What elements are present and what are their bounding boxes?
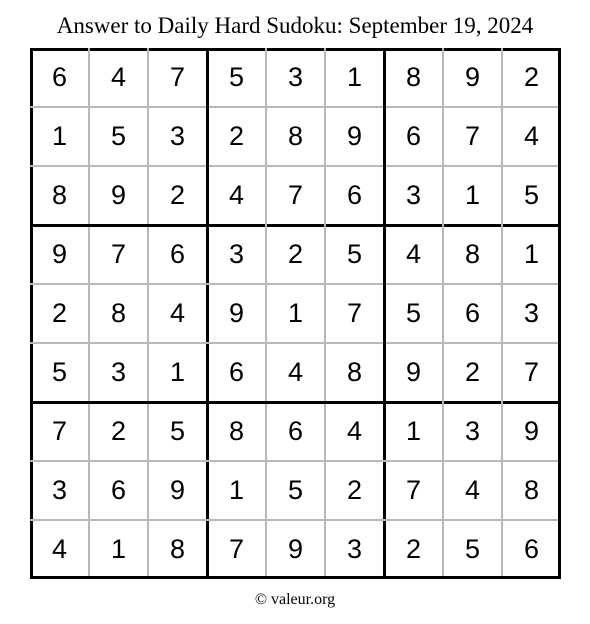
sudoku-cell: 7 bbox=[148, 48, 207, 107]
sudoku-cell: 5 bbox=[89, 107, 148, 166]
sudoku-cell: 4 bbox=[266, 343, 325, 402]
sudoku-cell: 3 bbox=[325, 520, 384, 579]
sudoku-cell: 2 bbox=[89, 402, 148, 461]
grid-line-horizontal bbox=[30, 460, 561, 462]
sudoku-cell: 3 bbox=[207, 225, 266, 284]
sudoku-cell: 3 bbox=[30, 461, 89, 520]
sudoku-cell: 6 bbox=[325, 166, 384, 225]
sudoku-cell: 3 bbox=[502, 284, 561, 343]
sudoku-cell: 4 bbox=[443, 461, 502, 520]
sudoku-cell: 6 bbox=[443, 284, 502, 343]
sudoku-cell: 5 bbox=[325, 225, 384, 284]
sudoku-cell: 3 bbox=[89, 343, 148, 402]
sudoku-cell: 5 bbox=[502, 166, 561, 225]
sudoku-cell: 9 bbox=[325, 107, 384, 166]
sudoku-cell: 6 bbox=[89, 461, 148, 520]
sudoku-cell: 6 bbox=[502, 520, 561, 579]
sudoku-cell: 7 bbox=[30, 402, 89, 461]
sudoku-cell: 1 bbox=[502, 225, 561, 284]
sudoku-cell: 7 bbox=[325, 284, 384, 343]
sudoku-cell: 8 bbox=[266, 107, 325, 166]
sudoku-cell: 8 bbox=[502, 461, 561, 520]
sudoku-cell: 6 bbox=[266, 402, 325, 461]
sudoku-board bbox=[30, 48, 561, 579]
sudoku-cell: 7 bbox=[89, 225, 148, 284]
sudoku-cell: 3 bbox=[266, 48, 325, 107]
grid-line-vertical bbox=[88, 48, 90, 579]
sudoku-cell: 5 bbox=[384, 284, 443, 343]
sudoku-cell: 1 bbox=[384, 402, 443, 461]
sudoku-cell: 6 bbox=[148, 225, 207, 284]
sudoku-cell: 4 bbox=[384, 225, 443, 284]
sudoku-cell: 3 bbox=[443, 402, 502, 461]
sudoku-cell: 4 bbox=[207, 166, 266, 225]
sudoku-cell: 5 bbox=[443, 520, 502, 579]
puzzle-title: Answer to Daily Hard Sudoku: September 19, 2024 bbox=[56, 13, 534, 38]
sudoku-cell: 4 bbox=[89, 48, 148, 107]
sudoku-cell: 9 bbox=[443, 48, 502, 107]
grid-line-vertical bbox=[442, 48, 444, 579]
sudoku-cell: 9 bbox=[148, 461, 207, 520]
box-border-vertical bbox=[30, 48, 33, 579]
box-border-vertical bbox=[558, 48, 561, 579]
sudoku-cell: 4 bbox=[30, 520, 89, 579]
box-border-horizontal bbox=[30, 401, 561, 404]
sudoku-cell: 4 bbox=[148, 284, 207, 343]
sudoku-cell: 5 bbox=[266, 461, 325, 520]
sudoku-cell: 3 bbox=[148, 107, 207, 166]
sudoku-cell: 1 bbox=[207, 461, 266, 520]
sudoku-cell: 2 bbox=[502, 48, 561, 107]
sudoku-cell: 2 bbox=[325, 461, 384, 520]
sudoku-cell: 9 bbox=[30, 225, 89, 284]
box-border-vertical bbox=[383, 48, 386, 579]
sudoku-cell: 9 bbox=[89, 166, 148, 225]
box-border-horizontal bbox=[30, 224, 561, 227]
sudoku-cell: 2 bbox=[266, 225, 325, 284]
grid-line-horizontal bbox=[30, 283, 561, 285]
box-border-horizontal bbox=[30, 48, 561, 51]
sudoku-cell: 1 bbox=[266, 284, 325, 343]
sudoku-cell: 7 bbox=[207, 520, 266, 579]
sudoku-cell: 9 bbox=[384, 343, 443, 402]
sudoku-cell: 8 bbox=[384, 48, 443, 107]
sudoku-cell: 7 bbox=[266, 166, 325, 225]
site-credit: © valeur.org bbox=[254, 591, 336, 608]
sudoku-cell: 2 bbox=[148, 166, 207, 225]
box-border-vertical bbox=[206, 48, 209, 579]
sudoku-cell: 4 bbox=[325, 402, 384, 461]
sudoku-cell: 1 bbox=[89, 520, 148, 579]
sudoku-cell: 7 bbox=[384, 461, 443, 520]
grid-line-vertical bbox=[501, 48, 503, 579]
sudoku-cell: 5 bbox=[30, 343, 89, 402]
sudoku-cell: 6 bbox=[30, 48, 89, 107]
sudoku-cell: 7 bbox=[502, 343, 561, 402]
sudoku-cell: 8 bbox=[325, 343, 384, 402]
sudoku-cell: 8 bbox=[89, 284, 148, 343]
sudoku-cell: 2 bbox=[30, 284, 89, 343]
sudoku-cell: 8 bbox=[207, 402, 266, 461]
sudoku-cell: 1 bbox=[148, 343, 207, 402]
sudoku-cell: 1 bbox=[30, 107, 89, 166]
sudoku-cell: 2 bbox=[207, 107, 266, 166]
sudoku-cell: 4 bbox=[502, 107, 561, 166]
sudoku-cell: 5 bbox=[207, 48, 266, 107]
grid-line-horizontal bbox=[30, 106, 561, 108]
sudoku-cell: 9 bbox=[502, 402, 561, 461]
sudoku-cell: 7 bbox=[443, 107, 502, 166]
grid-line-vertical bbox=[147, 48, 149, 579]
sudoku-cell: 1 bbox=[325, 48, 384, 107]
sudoku-cell: 1 bbox=[443, 166, 502, 225]
grid-line-horizontal bbox=[30, 342, 561, 344]
sudoku-cell: 2 bbox=[443, 343, 502, 402]
sudoku-cell: 9 bbox=[266, 520, 325, 579]
sudoku-cell: 6 bbox=[384, 107, 443, 166]
grid-line-horizontal bbox=[30, 519, 561, 521]
sudoku-cell: 5 bbox=[148, 402, 207, 461]
grid-line-vertical bbox=[265, 48, 267, 579]
sudoku-cell: 9 bbox=[207, 284, 266, 343]
sudoku-cell: 8 bbox=[443, 225, 502, 284]
grid-line-vertical bbox=[324, 48, 326, 579]
grid-line-horizontal bbox=[30, 165, 561, 167]
sudoku-cell: 8 bbox=[30, 166, 89, 225]
sudoku-cell: 3 bbox=[384, 166, 443, 225]
box-border-horizontal bbox=[30, 576, 561, 579]
sudoku-cell: 6 bbox=[207, 343, 266, 402]
sudoku-cell: 2 bbox=[384, 520, 443, 579]
sudoku-cell: 8 bbox=[148, 520, 207, 579]
